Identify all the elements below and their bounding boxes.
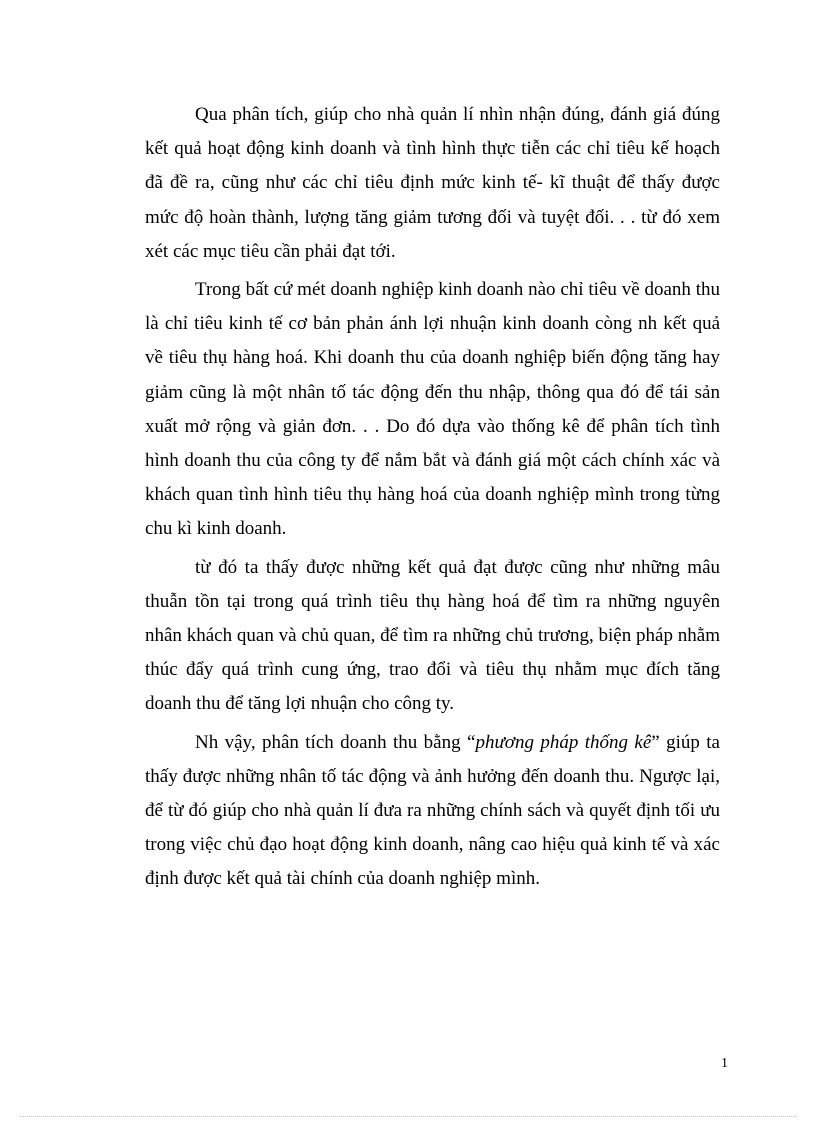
paragraph-1-text: Qua phân tích, giúp cho nhà quản lí nhìn nhận đúng, đánh giá đúng kết quả hoạt động kinh doanh và tình hình thực tiễn các chỉ tiêu kế hoạch đã đề ra, cũng như các chỉ tiêu định mức kinh tế- kĩ thuật để thấy được mức độ hoàn thành, lượng tăng giảm tương đối và tuyệt đối. . . từ đó xem xét các mục tiêu cần phải đạt tới. — [145, 104, 720, 262]
paragraph-4 — [145, 726, 720, 897]
paragraph-4-text-end: ” giúp ta thấy được những nhân tố tác động và ảnh hưởng đến doanh thu. Ngược lại, để từ đó giúp cho nhà quản lí đưa ra những chính sách và quyết định tối ưu trong việc chủ đạo hoạt động kinh doanh, nâng cao hiệu quả kinh tế và xác định được kết quả tài chính của doanh nghiệp mình. — [145, 731, 720, 890]
page-number: 1 — [721, 1056, 728, 1071]
document-body — [145, 98, 720, 901]
paragraph-2-text: Trong bất cứ mét doanh nghiệp kinh doanh nào chỉ tiêu về doanh thu là chỉ tiêu kinh tế cơ bản phản ánh lợi nhuận kinh doanh còng nh kết quả về tiêu thụ hàng hoá. Khi doanh thu của doanh nghiệp biến động tăng hay giảm cũng là một nhân tố tác động đến thu nhập, thông qua đó để tái sản xuất mở rộng và giản đơn. . . Do đó dựa vào thống kê để phân tích tình hình doanh thu của công ty để nắm bắt và đánh giá một cách chính xác và khách quan tình hình tiêu thụ hàng hoá của doanh nghiệp mình trong từng chu kì kinh doanh. — [145, 279, 720, 540]
paragraph-4-italic-term: phương pháp thống kê — [475, 731, 652, 753]
paragraph-3-text: từ đó ta thấy được những kết quả đạt được cũng như những mâu thuẫn tồn tại trong quá trình tiêu thụ hàng hoá để tìm ra những nguyên nhân khách quan và chủ quan, để tìm ra những chủ trương, biện pháp nhằm thúc đẩy quá trình cung ứng, trao đổi và tiêu thụ nhằm mục đích tăng doanh thu để tăng lợi nhuận cho công ty. — [145, 556, 720, 715]
paragraph-1 — [145, 98, 720, 269]
paragraph-3 — [145, 551, 720, 722]
paragraph-2 — [145, 273, 720, 547]
page-bottom-divider — [20, 1116, 796, 1117]
paragraph-4-text-start: Nh vậy, phân tích doanh thu bằng “ — [195, 731, 476, 753]
